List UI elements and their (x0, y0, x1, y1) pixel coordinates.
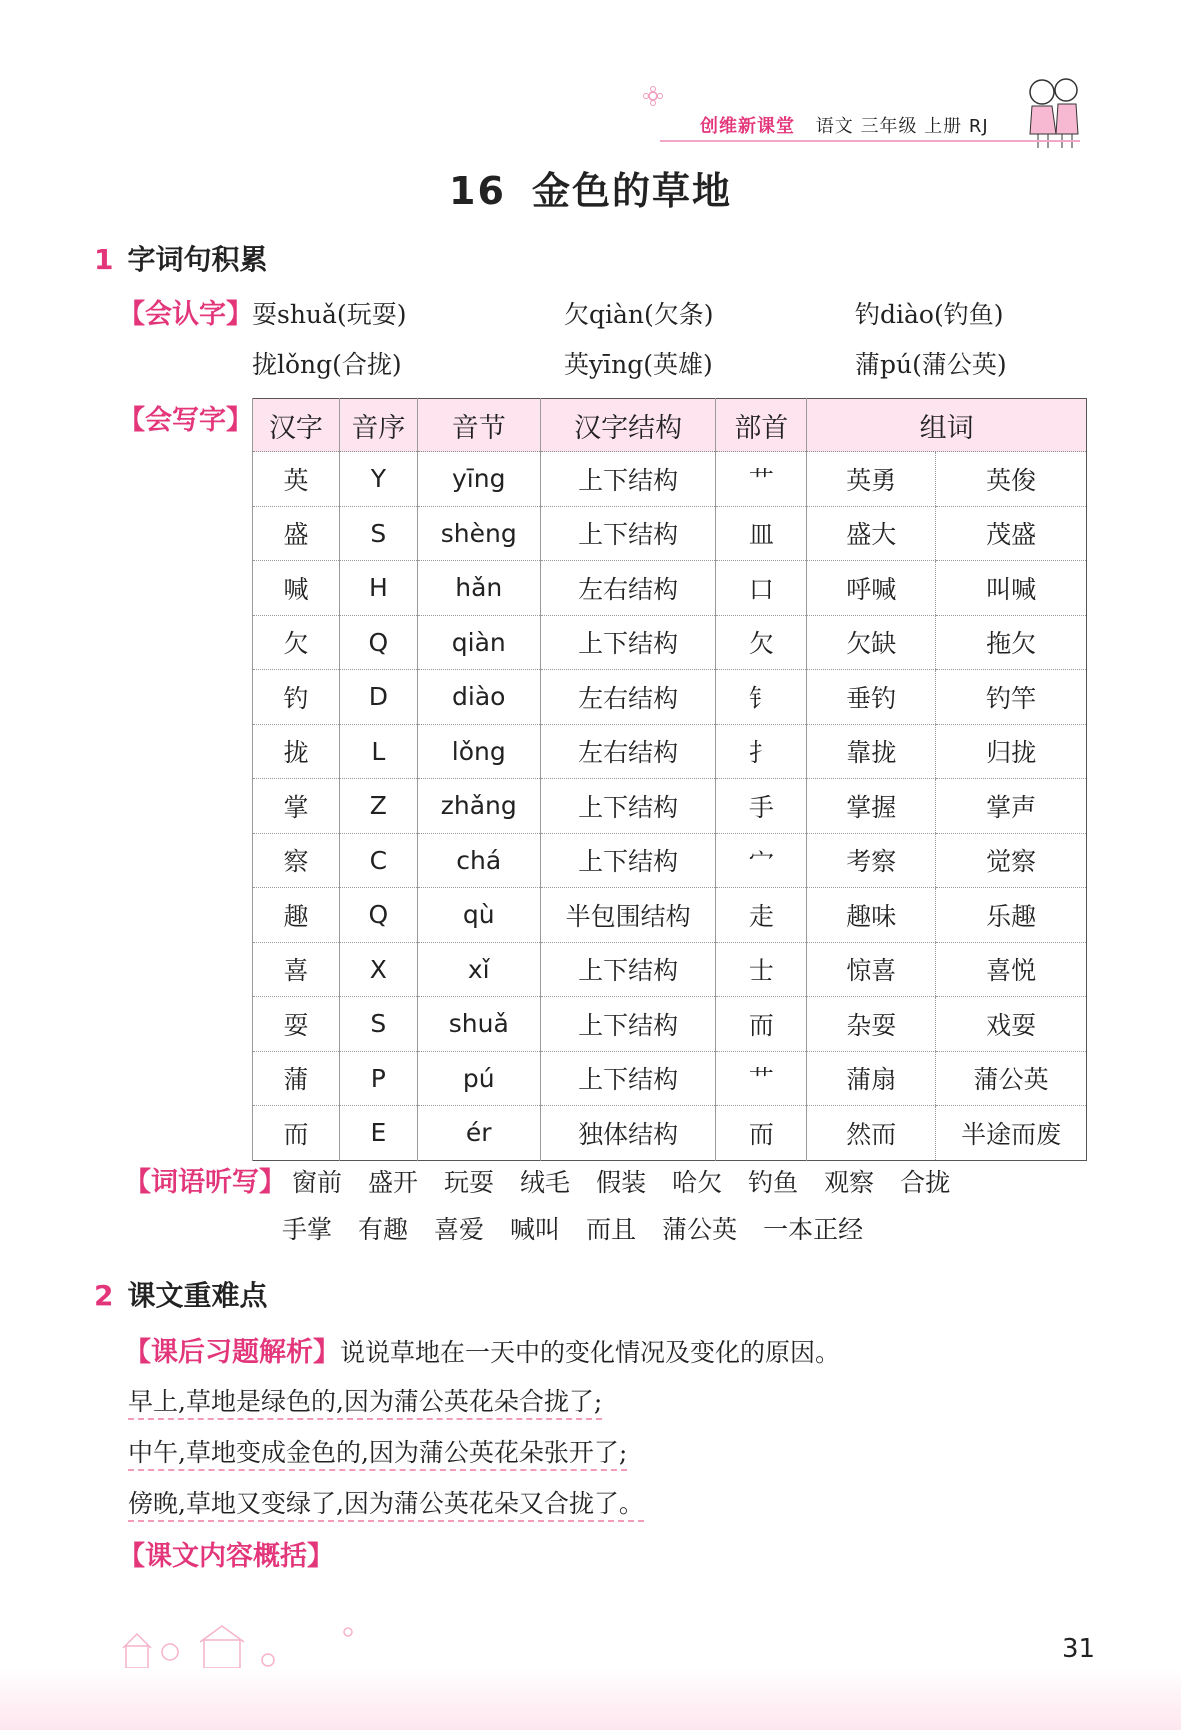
section-title: 课文重难点 (127, 1279, 268, 1312)
word-cell: 喜悦 (936, 942, 1087, 997)
radical-cell: 而 (716, 1106, 807, 1161)
col-header: 组词 (807, 399, 1087, 452)
dictation-tag: 【词语听写】 (124, 1167, 286, 1198)
footer-house-illustration-icon (118, 1622, 368, 1672)
dictation-word: 一本正经 (763, 1215, 864, 1244)
table-row (253, 779, 1087, 834)
word-cell: 蒲扇 (807, 1051, 936, 1106)
word-cell: 叫喊 (936, 561, 1087, 616)
char-cell: 而 (253, 1106, 340, 1161)
index-letter-cell: X (339, 942, 417, 997)
radical-cell: 扌 (716, 724, 807, 779)
word-cell: 惊喜 (807, 942, 936, 997)
header-divider (660, 140, 1080, 142)
dictation-word: 钓鱼 (748, 1168, 799, 1197)
char-cell: 英 (253, 452, 340, 507)
dictation-word: 有趣 (358, 1215, 409, 1244)
lesson-number: 16 (449, 169, 506, 213)
word-cell: 欠缺 (807, 615, 936, 670)
exercise-line (124, 1330, 840, 1369)
radical-cell: 皿 (716, 506, 807, 561)
word-cell: 觉察 (936, 833, 1087, 888)
word-cell: 茂盛 (936, 506, 1087, 561)
dictation-word: 假装 (596, 1168, 647, 1197)
radical-cell: 走 (716, 888, 807, 943)
radical-cell: 士 (716, 942, 807, 997)
radical-cell: 手 (716, 779, 807, 834)
index-letter-cell: S (339, 506, 417, 561)
answer-text: 中午,草地变成金色的,因为蒲公英花朵张开了; (128, 1438, 627, 1471)
section-number: 1 (94, 243, 114, 276)
running-header (700, 112, 989, 138)
word-cell: 然而 (807, 1106, 936, 1161)
table-row (253, 997, 1087, 1052)
footer-band (0, 1668, 1181, 1730)
pinyin-cell: hǎn (417, 561, 540, 616)
section-title: 字词句积累 (127, 243, 268, 276)
char-cell: 盛 (253, 506, 340, 561)
section-2-heading (94, 1274, 268, 1314)
index-letter-cell: E (339, 1106, 417, 1161)
pinyin-cell: xǐ (417, 942, 540, 997)
dictation-word: 玩耍 (444, 1168, 495, 1197)
table-row (253, 452, 1087, 507)
char-cell: 钓 (253, 670, 340, 725)
dictation-word: 喊叫 (510, 1215, 561, 1244)
dictation-word: 哈欠 (672, 1168, 723, 1197)
word-cell: 掌握 (807, 779, 936, 834)
radical-cell: 钅 (716, 670, 807, 725)
index-letter-cell: L (339, 724, 417, 779)
char-cell: 喜 (253, 942, 340, 997)
pinyin-cell: pú (417, 1051, 540, 1106)
index-letter-cell: Q (339, 615, 417, 670)
word-cell: 靠拢 (807, 724, 936, 779)
word-cell: 英俊 (936, 452, 1087, 507)
structure-cell: 左右结构 (540, 724, 716, 779)
structure-cell: 半包围结构 (540, 888, 716, 943)
char-cell: 耍 (253, 997, 340, 1052)
word-cell: 归拢 (936, 724, 1087, 779)
char-cell: 蒲 (253, 1051, 340, 1106)
word-cell: 英勇 (807, 452, 936, 507)
dictation-line-2 (282, 1210, 889, 1246)
radical-cell: 而 (716, 997, 807, 1052)
char-cell: 拢 (253, 724, 340, 779)
structure-cell: 左右结构 (540, 561, 716, 616)
summary-tag: 【课文内容概括】 (118, 1541, 334, 1572)
word-cell: 垂钓 (807, 670, 936, 725)
dictation-word: 窗前 (292, 1168, 343, 1197)
pinyin-cell: lǒng (417, 724, 540, 779)
pinyin-cell: ér (417, 1106, 540, 1161)
recognize-item: 耍shuǎ(玩耍) (252, 300, 407, 329)
word-cell: 掌声 (936, 779, 1087, 834)
radical-cell: 口 (716, 561, 807, 616)
structure-cell: 上下结构 (540, 997, 716, 1052)
exercise-tag: 【课后习题解析】 (124, 1337, 340, 1368)
word-cell: 半途而废 (936, 1106, 1087, 1161)
table-row (253, 561, 1087, 616)
structure-cell: 上下结构 (540, 1051, 716, 1106)
radical-cell: 艹 (716, 1051, 807, 1106)
recognize-item: 蒲pú(蒲公英) (855, 350, 1007, 379)
answer-line (128, 1484, 644, 1520)
dictation-word: 观察 (824, 1168, 875, 1197)
table-row (253, 1051, 1087, 1106)
index-letter-cell: D (339, 670, 417, 725)
page-number: 31 (1062, 1634, 1096, 1664)
radical-cell: 艹 (716, 452, 807, 507)
dictation-word: 绒毛 (520, 1168, 571, 1197)
brand-name: 创维新课堂 (700, 116, 795, 137)
word-cell: 乐趣 (936, 888, 1087, 943)
word-cell: 盛大 (807, 506, 936, 561)
dictation-word: 蒲公英 (662, 1215, 738, 1244)
word-cell: 呼喊 (807, 561, 936, 616)
char-cell: 趣 (253, 888, 340, 943)
section-1-heading (94, 238, 268, 278)
col-header: 汉字结构 (540, 399, 716, 452)
table-row (253, 1106, 1087, 1161)
write-tag: 【会写字】 (118, 405, 253, 436)
word-cell: 戏耍 (936, 997, 1087, 1052)
pinyin-cell: diào (417, 670, 540, 725)
kids-illustration-icon (1022, 72, 1084, 150)
pinyin-cell: shuǎ (417, 997, 540, 1052)
word-cell: 蒲公英 (936, 1051, 1087, 1106)
word-cell: 趣味 (807, 888, 936, 943)
word-cell: 考察 (807, 833, 936, 888)
col-header: 音节 (417, 399, 540, 452)
char-cell: 察 (253, 833, 340, 888)
dictation-word: 盛开 (368, 1168, 419, 1197)
pinyin-cell: qù (417, 888, 540, 943)
structure-cell: 左右结构 (540, 670, 716, 725)
char-cell: 喊 (253, 561, 340, 616)
table-row (253, 615, 1087, 670)
index-letter-cell: P (339, 1051, 417, 1106)
summary-line (118, 1534, 334, 1573)
structure-cell: 上下结构 (540, 452, 716, 507)
pinyin-cell: chá (417, 833, 540, 888)
word-cell: 钓竿 (936, 670, 1087, 725)
index-letter-cell: C (339, 833, 417, 888)
word-cell: 拖欠 (936, 615, 1087, 670)
recognize-item: 钓diào(钓鱼) (855, 300, 1004, 329)
flower-icon (643, 86, 663, 106)
char-cell: 欠 (253, 615, 340, 670)
index-letter-cell: Y (339, 452, 417, 507)
col-header: 汉字 (253, 399, 340, 452)
answer-line (128, 1433, 627, 1469)
subject-info: 语文 三年级 上册 RJ (815, 116, 989, 137)
dictation-word: 而且 (586, 1215, 637, 1244)
lesson-name: 金色的草地 (531, 169, 732, 213)
answer-line (128, 1382, 602, 1418)
structure-cell: 独体结构 (540, 1106, 716, 1161)
section-number: 2 (94, 1279, 114, 1312)
structure-cell: 上下结构 (540, 833, 716, 888)
dictation-line-1 (124, 1160, 976, 1199)
index-letter-cell: S (339, 997, 417, 1052)
recognize-item: 欠qiàn(欠条) (564, 300, 714, 329)
exercise-question: 说说草地在一天中的变化情况及变化的原因。 (340, 1338, 841, 1367)
table-header-row (253, 399, 1087, 452)
recognize-tag: 【会认字】 (118, 299, 253, 330)
col-header: 部首 (716, 399, 807, 452)
pinyin-cell: yīng (417, 452, 540, 507)
answer-text: 早上,草地是绿色的,因为蒲公英花朵合拢了; (128, 1387, 602, 1420)
table-row (253, 506, 1087, 561)
radical-cell: 欠 (716, 615, 807, 670)
dictation-word: 合拢 (900, 1168, 951, 1197)
dictation-word: 喜爱 (434, 1215, 485, 1244)
pinyin-cell: zhǎng (417, 779, 540, 834)
character-table (252, 398, 1087, 1161)
answer-text: 傍晚,草地又变绿了,因为蒲公英花朵又合拢了。 (128, 1489, 644, 1522)
word-cell: 杂耍 (807, 997, 936, 1052)
index-letter-cell: H (339, 561, 417, 616)
char-cell: 掌 (253, 779, 340, 834)
structure-cell: 上下结构 (540, 779, 716, 834)
lesson-title (0, 160, 1181, 215)
recognize-item: 拢lǒng(合拢) (252, 350, 402, 379)
col-header: 音序 (339, 399, 417, 452)
table-row (253, 724, 1087, 779)
pinyin-cell: shèng (417, 506, 540, 561)
table-row (253, 833, 1087, 888)
table-row (253, 670, 1087, 725)
structure-cell: 上下结构 (540, 615, 716, 670)
dictation-word: 手掌 (282, 1215, 333, 1244)
index-letter-cell: Q (339, 888, 417, 943)
recognize-item: 英yīng(英雄) (564, 350, 713, 379)
structure-cell: 上下结构 (540, 942, 716, 997)
table-row (253, 888, 1087, 943)
pinyin-cell: qiàn (417, 615, 540, 670)
table-row (253, 942, 1087, 997)
structure-cell: 上下结构 (540, 506, 716, 561)
index-letter-cell: Z (339, 779, 417, 834)
radical-cell: 宀 (716, 833, 807, 888)
